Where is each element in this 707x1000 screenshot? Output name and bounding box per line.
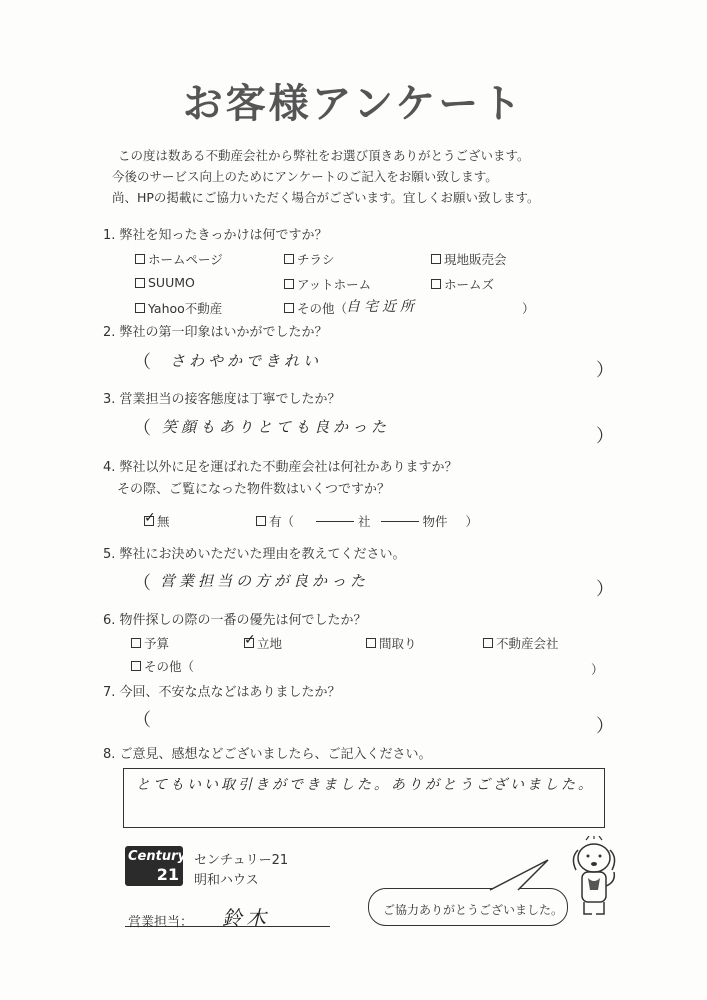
checkbox[interactable] bbox=[284, 303, 294, 313]
company-name-line-1: センチュリー21 bbox=[194, 853, 289, 868]
checkbox[interactable] bbox=[431, 279, 441, 289]
q4-option-none[interactable]: ✓ 無 bbox=[144, 512, 170, 530]
q1-close-paren: ） bbox=[522, 301, 535, 316]
q5-close-paren: ） bbox=[596, 579, 614, 600]
q1-option-homepage[interactable]: ホームページ bbox=[135, 250, 223, 268]
q1-option-flyer[interactable]: チラシ bbox=[284, 250, 335, 268]
question-2-label: 2. 弊社の第一印象はいかがでしたか？ bbox=[103, 325, 328, 340]
dog-mascot-icon bbox=[568, 836, 620, 918]
q5-answer[interactable]: 営業担当の方が良かった bbox=[160, 572, 370, 590]
company-name-line-2: 明和ハウス bbox=[194, 873, 259, 888]
question-6-label: 6. 物件探しの際の一番の優先は何でしたか？ bbox=[103, 613, 367, 628]
checkbox-checked[interactable] bbox=[244, 638, 254, 648]
question-3-label: 3. 営業担当の接客態度は丁寧でしたか？ bbox=[103, 392, 341, 407]
q6-option-layout[interactable]: 間取り bbox=[366, 634, 417, 652]
checkbox[interactable] bbox=[131, 661, 141, 671]
checkbox[interactable] bbox=[284, 279, 294, 289]
intro-line-1: この度は数ある不動産会社から弊社をお選び頂きありがとうございます。 bbox=[118, 148, 530, 163]
question-4-sublabel: その際、ご覧になった物件数はいくつですか？ bbox=[117, 482, 391, 497]
checkbox[interactable] bbox=[284, 254, 294, 264]
intro-line-3: 尚、HPの掲載にご協力いただく場合がございます。宜しくお願い致します。 bbox=[112, 190, 540, 205]
speech-bubble-tail bbox=[488, 858, 558, 892]
checkbox[interactable] bbox=[431, 254, 441, 264]
q1-option-suumo[interactable]: SUUMO bbox=[135, 275, 195, 290]
q1-option-athome[interactable]: アットホーム bbox=[284, 275, 371, 293]
question-1-label: 1. 弊社を知ったきっかけは何ですか？ bbox=[103, 228, 328, 243]
property-count-blank[interactable] bbox=[381, 521, 419, 522]
checkbox[interactable] bbox=[135, 303, 145, 313]
q6-option-company[interactable]: 不動産会社 bbox=[483, 634, 559, 652]
q3-open-paren: （ bbox=[133, 418, 151, 439]
century21-logo: Century 21 bbox=[125, 846, 183, 886]
checkbox[interactable] bbox=[256, 516, 266, 526]
q6-option-location[interactable]: ✓ 立地 bbox=[244, 634, 282, 652]
q8-answer: とてもいい取引きができました。ありがとうございました。 bbox=[136, 777, 595, 793]
staff-name: 鈴木 bbox=[222, 906, 270, 930]
checkbox[interactable] bbox=[366, 638, 376, 648]
q5-open-paren: （ bbox=[133, 573, 151, 594]
question-4-label: 4. 弊社以外に足を運ばれた不動産会社は何社かありますか？ bbox=[103, 460, 458, 475]
company-count-blank[interactable] bbox=[316, 521, 354, 522]
question-5-label: 5. 弊社にお決めいただいた理由を教えてください。 bbox=[103, 547, 406, 562]
checkbox[interactable] bbox=[135, 278, 145, 288]
signature-line bbox=[125, 926, 330, 927]
intro-line-2: 今後のサービス向上のためにアンケートのご記入をお願い致します。 bbox=[112, 169, 498, 184]
checkbox[interactable] bbox=[483, 638, 493, 648]
thanks-message: ご協力ありがとうございました。 bbox=[383, 903, 564, 917]
checkbox[interactable] bbox=[131, 638, 141, 648]
checkbox[interactable] bbox=[135, 254, 145, 264]
checkbox-checked[interactable] bbox=[144, 516, 154, 526]
q1-option-onsite[interactable]: 現地販売会 bbox=[431, 250, 507, 268]
q1-option-yahoo[interactable]: Yahoo不動産 bbox=[135, 299, 222, 317]
page-title: お客様アンケート bbox=[182, 81, 525, 127]
q6-close-paren: ） bbox=[591, 662, 604, 677]
q4-option-yes[interactable]: 有（ 社 物件 ） bbox=[256, 512, 478, 530]
q2-close-paren: ） bbox=[596, 360, 614, 381]
staff-label: 営業担当： bbox=[128, 915, 194, 930]
q6-option-budget[interactable]: 予算 bbox=[131, 634, 169, 652]
q7-close-paren: ） bbox=[596, 716, 614, 737]
q7-open-paren: （ bbox=[133, 710, 151, 731]
q6-option-other[interactable]: その他（ bbox=[131, 657, 194, 675]
question-8-label: 8. ご意見、感想などございましたら、ご記入ください。 bbox=[103, 747, 432, 762]
q3-answer[interactable]: 笑顔もありとても良かった bbox=[162, 418, 391, 436]
q1-option-other[interactable]: その他（ bbox=[284, 299, 347, 317]
q1-other-answer: 自宅近所 bbox=[346, 299, 418, 315]
q2-answer[interactable]: さわやかできれい bbox=[170, 352, 323, 370]
q1-option-homes[interactable]: ホームズ bbox=[431, 275, 494, 293]
question-7-label: 7. 今回、不安な点などはありましたか？ bbox=[103, 685, 341, 700]
q3-close-paren: ） bbox=[596, 426, 614, 447]
q2-open-paren: （ bbox=[133, 352, 151, 373]
